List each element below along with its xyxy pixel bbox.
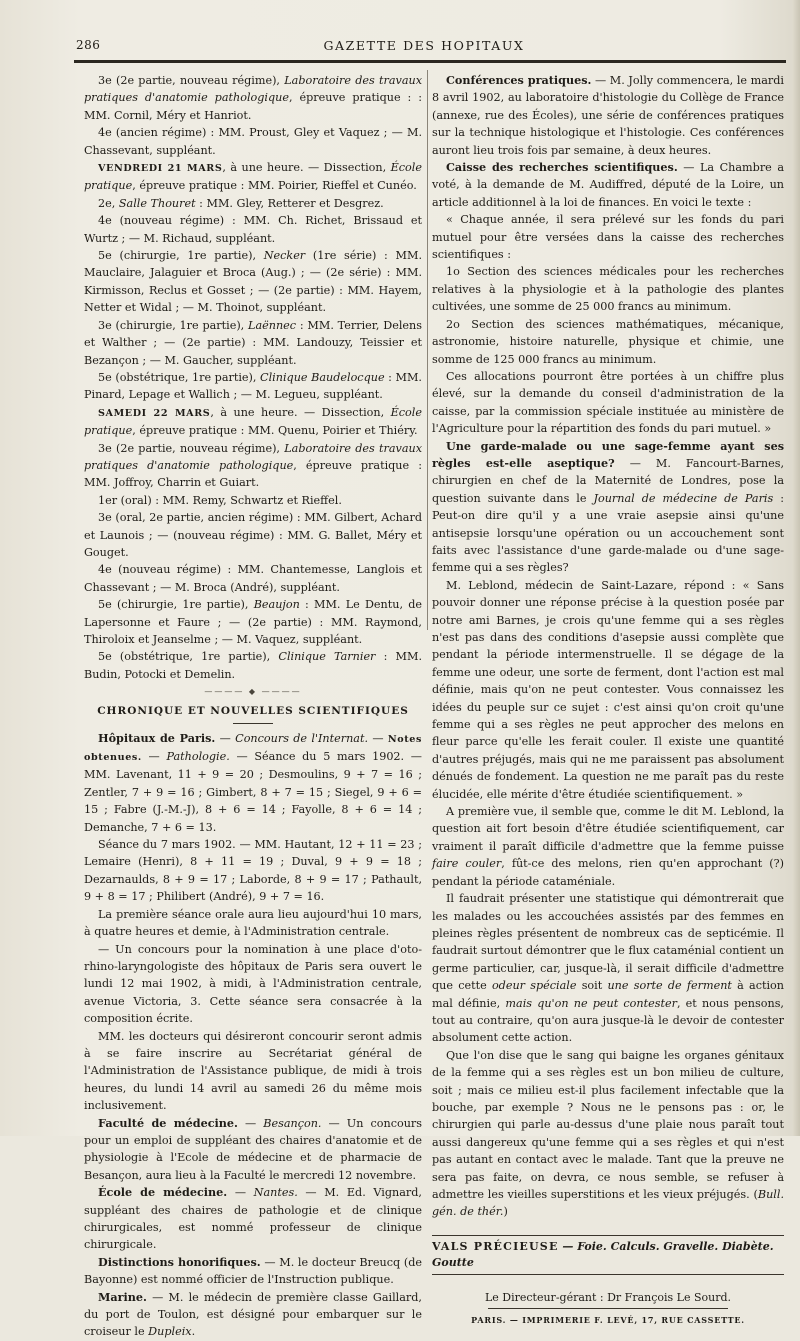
page-header: [60, 38, 788, 58]
paragraph: 5e (chirurgie, 1re partie), Necker (1re série) : MM. Mauclaire, Jalaguier et Broca (Aug.) ; — (2e série) : MM. Kirmisson, Reclus et Gosset ; — (2e partie) : MM. Hayem, Netter et Widal ; — M. Thoinot, suppléant.: [84, 249, 423, 315]
paragraph: VENDREDI 21 MARS, à une heure. — Dissection, École pratique, épreuve pratique : MM. Poirier, Rieffel et Cunéo.: [84, 161, 422, 193]
right-column: [432, 72, 785, 1326]
paragraph: 5e (obstétrique, 1re partie), Clinique Baudelocque : MM. Pinard, Lepage et Wallich ; — M. Legueu, suppléant.: [84, 370, 422, 402]
paragraph: 3e (2e partie, nouveau régime), Laboratoire des travaux pratiques d'anatomie pathologique, épreuve pratique : : MM. Cornil, Méry et Hanriot.: [84, 74, 422, 122]
paragraph: Distinctions honorifiques. — M. le docteur Breucq (de Bayonne) est nommé officier de l'Instruction publique.: [84, 1254, 422, 1287]
date-heading: SAMEDI 22 MARS: [98, 407, 211, 419]
date-heading: VENDREDI 21 MARS: [98, 163, 223, 175]
paragraph: Hôpitaux de Paris. — Concours de l'Internat. — Notes obtenues. — Pathologie. — Séance du 5 mars 1902. — MM. Lavenant, 11 + 9 = 20 ; Desmoulins, 9 + 7 = 16 ; Zentler, 7 + 9 = 16 ; Gimbert, 8 + 7 = 15 ; Siegel, 9 + 6 = 15 ; Fabre (J.-M.-J), 8 + 6 = 14 ; Fayolle, 8 + 6 = 14 ; Demanche, 7 + 6 = 13.: [84, 730, 422, 834]
paragraph: « Chaque année, il sera prélevé sur les fonds du pari mutuel pour être versées dans la caisse des recherches scientifiques :: [432, 213, 784, 262]
paragraph: 4e (nouveau régime) : MM. Ch. Richet, Brissaud et Wurtz ; — M. Richaud, suppléant.: [84, 214, 422, 245]
paragraph: Séance du 7 mars 1902. — MM. Hautant, 12 + 11 = 23 ; Lemaire (Henri), 8 + 11 = 19 ; Duval, 9 + 9 = 18 ; Dezarnaulds, 8 + 9 = 17 ; Laborde, 8 + 9 = 17 ; Pathault, 9 + 8 = 17 ; Philibert (André), 9 + 7 = 16.: [84, 838, 422, 904]
paragraph: 4e (nouveau régime) : MM. Chantemesse, Langlois et Chassevant ; — M. Broca (André), suppléant.: [84, 563, 422, 594]
paragraph: Conférences pratiques. — M. Jolly commencera, le mardi 8 avril 1902, au laboratoire d'histologie du Collège de France (annexe, rue des Écoles), une série de conférences pratiques sur la technique histologique et l'histologie. Ces conférences auront lieu trois fois par semaine, à deux heures.: [432, 73, 784, 157]
paragraph: 3e (2e partie, nouveau régime), Laboratoire des travaux pratiques d'anatomie pathologique, épreuve pratique : MM. Joffroy, Charrin et Guiart.: [84, 441, 422, 490]
left-column: [84, 72, 423, 1339]
paragraph: — Un concours pour la nomination à une place d'oto-rhino-laryngologiste des hôpitaux de Paris sera ouvert le lundi 12 mai 1902, à midi, à l'Administration centrale, avenue Victoria, 3. Cette séance sera consacrée à la composition écrite.: [84, 942, 422, 1026]
running-title: GAZETTE DES HOPITAUX: [323, 38, 525, 53]
paragraph: 1o Section des sciences médicales pour les recherches relatives à la physiologie et à la pathologie des plantes cultivées, une somme de 25 000 francs au minimum.: [432, 265, 784, 314]
paragraph: Une garde-malade ou une sage-femme ayant ses règles est-elle aseptique? — M. Fancourt-Barnes, chirurgien en chef de la Maternité de Londres, pose la question suivante dans le Journal de médecine de Paris : Peut-on dire qu'il y a une vraie asepsie ainsi qu'une antisepsie lorsqu'une opération ou un accouchement sont faits avec l'assistance d'une garde-malade ou d'une sage-femme qui a ses règles?: [432, 438, 785, 575]
printer-imprint: PARIS. — IMPRIMERIE F. LEVÉ, 17, RUE CASSETTE.: [471, 1315, 745, 1326]
advertisement: [432, 1235, 784, 1275]
director-line: Le Directeur-gérant : Dr François Le Sourd.: [484, 1290, 732, 1304]
paragraph: 3e (chirurgie, 1re partie), Laënnec : MM. Terrier, Delens et Walther ; — (2e partie) : MM. Landouzy, Teissier et Bezançon ; — M. Gaucher, suppléant.: [84, 318, 422, 367]
paragraph: Marine. — M. le médecin de première classe Gaillard, du port de Toulon, est désigné pour embarquer sur le croiseur le Dupleix.: [84, 1289, 422, 1339]
paragraph: Il faudrait présenter une statistique qui démontrerait que les malades ou les accouchées assistés par des femmes en pleines règles présentent de nombreux cas de septicémie. Il faudrait surtout démontrer que le flux cataménial contient un germe particulier, car, jusque-là, il serait difficile d'admettre que cette odeur spéciale soit une sorte de ferment à action mal définie, mais qu'on ne peut contester, et nous pensons, tout au contraire, qu'on aura jusque-là le devoir de contester absolument cette action.: [432, 892, 784, 1045]
ad-items: — Foie. Calculs. Gravelle. Diabète. Goutte: [432, 1239, 774, 1269]
page-edge-shadow: [792, 0, 800, 1136]
paragraph: 4e (ancien régime) : MM. Proust, Gley et Vaquez ; — M. Chassevant, suppléant.: [84, 126, 422, 157]
paragraph: SAMEDI 22 MARS, à une heure. — Dissection, École pratique, épreuve pratique : MM. Quenu, Poirier et Thiéry.: [84, 405, 422, 438]
paragraph: 2e, Salle Thouret : MM. Gley, Retterer et Desgrez.: [98, 196, 384, 210]
section-title: CHRONIQUE ET NOUVELLES SCIENTIFIQUES: [97, 705, 409, 718]
paragraph: 3e (oral, 2e partie, ancien régime) : MM. Gilbert, Achard et Launois ; — (nouveau régime) : MM. G. Ballet, Méry et Gouget.: [84, 511, 422, 559]
paragraph: M. Leblond, médecin de Saint-Lazare, répond : « Sans pouvoir donner une réponse précise à la question posée par notre ami Barnes, je crois qu'une femme qui a ses règles n'est pas dans des conditions d'asepsie aussi complète que pendant la période intermenstruelle. Il se dégage de la femme une odeur, une sorte de ferment, dont l'action est mal définie, mais qu'on ne peut contester. Vous connaissez les idées du peuple sur ce sujet : c'est ainsi qu'on croit qu'une femme qui a ses règles ne peut approcher des melons en fleur parce qu'elle les ferait couler. Il existe une quantité d'autres préjugés, mais qui ne me paraissent pas absolument dénués de fondement. La question ne me paraît pas du reste élucidée, elle mérite d'être étudiée scientifiquement. »: [432, 578, 784, 801]
paragraph: La première séance orale aura lieu aujourd'hui 10 mars, à quatre heures et demie, à l'Administration centrale.: [84, 907, 422, 939]
paragraph: 2o Section des sciences mathématiques, mécanique, astronomie, histoire naturelle, physique et chimie, une somme de 125 000 francs au minimum.: [432, 317, 784, 366]
paragraph: Ces allocations pourront être portées à un chiffre plus élevé, sur la demande du conseil d'administration de la caisse, par la commission spéciale instituée au ministère de l'Agriculture pour la répartition des fonds du pari mutuel. »: [432, 369, 784, 436]
paragraph: Que l'on dise que le sang qui baigne les organes génitaux de la femme qui a ses règles est un bon milieu de culture, soit ; mais ce milieu est-il plus facilement infectable que la bouche, par exemple ? Nous ne le pensons pas : or, le chirurgien qui parle au-dessus d'une plaie nous paraît tout aussi dangereux qu'une femme qui a ses règles et qui n'est pas autant en contact avec le malade. Tant que la preuve ne sera pas faite, on devra, ce nous semble, se refuser à admettre les vieilles superstitions et les vieux préjugés. (Bull. gén. de thér.): [432, 1048, 784, 1219]
ornament-divider: ———— ◆ ————: [204, 687, 302, 697]
paragraph: 5e (obstétrique, 1re partie), Clinique Tarnier : MM. Budin, Potocki et Demelin.: [84, 650, 422, 681]
director-rule: [488, 1308, 728, 1309]
paragraph: MM. les docteurs qui désireront concourir seront admis à se faire inscrire au Secrétariat général de l'Administration de l'Assistance publique, de midi à trois heures, du lundi 14 avril au samedi 26 du même mois inclusivement.: [84, 1029, 422, 1113]
paragraph: 5e (chirurgie, 1re partie), Beaujon : MM. Le Dentu, de Lapersonne et Faure ; — (2e partie) : MM. Raymond, Thiroloix et Jeanselme ; — M. Vaquez, suppléant.: [84, 598, 422, 646]
column-divider: [427, 70, 428, 630]
page-number: 286: [76, 38, 101, 52]
paragraph: Faculté de médecine. — Besançon. — Un concours pour un emploi de suppléant des chaires d'anatomie et de physiologie à l'Ecole de médecine et de pharmacie de Besançon, aura lieu à la Faculté le mercredi 12 novembre.: [84, 1115, 422, 1182]
paragraph: A première vue, il semble que, comme le dit M. Leblond, la question ait fort besoin d'être étudiée scientifiquement, car vraiment il paraît difficile d'admettre que la femme puisse faire couler, fût-ce des melons, rien qu'en approchant (?) pendant la période cataméniale.: [432, 805, 784, 888]
header-rule: [74, 60, 786, 63]
paragraph: École de médecine. — Nantes. — M. Ed. Vignard, suppléant des chaires de pathologie et de clinique chirurgicales, est nommé professeur de clinique chirurgicale.: [84, 1185, 422, 1252]
paragraph: Caisse des recherches scientifiques. — La Chambre a voté, à la demande de M. Audiffred, député de la Loire, un article additionnel à la loi de finances. En voici le texte :: [432, 160, 784, 209]
paragraph: 1er (oral) : MM. Remy, Schwartz et Rieffel.: [98, 493, 342, 507]
ad-title: VALS PRÉCIEUSE: [432, 1239, 559, 1253]
short-rule: [233, 723, 273, 724]
